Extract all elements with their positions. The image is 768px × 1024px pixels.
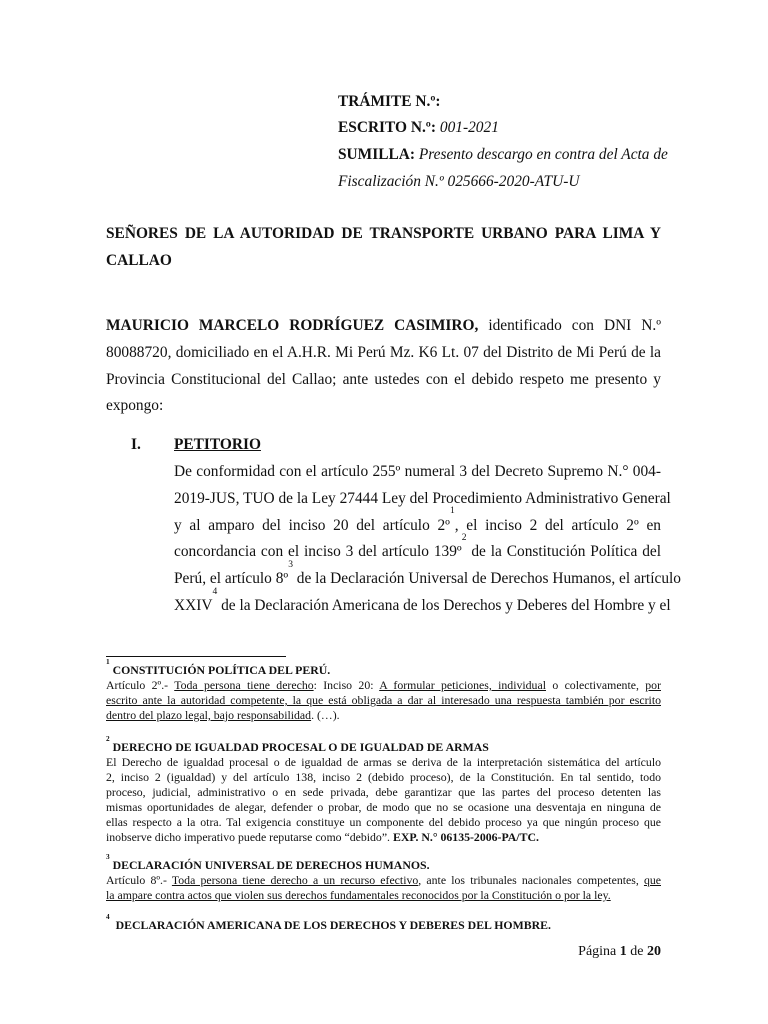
petitorio-line-3-a: y al amparo del inciso 20 del artículo 2º <box>174 516 450 534</box>
fn1-l3-b: . (…). <box>311 708 340 722</box>
footnote-4-title-text: DECLARACIÓN AMERICANA DE LOS DERECHOS Y DEBERES DEL HOMBRE. <box>115 918 551 932</box>
intro-line-3: Provincia Constitucional del Callao; ante ustedes con el debido respeto me presento y <box>106 370 661 388</box>
footnote-1 <box>106 656 661 723</box>
footnote-separator <box>106 656 286 657</box>
petitorio-paragraph <box>174 459 681 620</box>
fn1-l1-a: Artículo 2º.- <box>106 678 175 692</box>
petitioner-name: MAURICIO MARCELO RODRÍGUEZ CASIMIRO, <box>106 317 479 334</box>
page-number <box>578 944 661 960</box>
page-total: 20 <box>647 944 661 959</box>
petitorio-line-1: De conformidad con el artículo 255º numeral 3 del Decreto Supremo N.° 004- <box>174 463 661 480</box>
addressee-line-2: CALLAO <box>106 251 172 269</box>
page-current: 1 <box>619 944 627 959</box>
footnote-1-line-1 <box>106 678 661 693</box>
footnote-4-title <box>106 911 661 933</box>
escrito-line <box>338 120 499 135</box>
intro-line-2: 80088720, domiciliado en el A.H.R. Mi Perú Mz. K6 Lt. 07 del Distrito de Mi Perú de la <box>106 343 661 361</box>
footnote-2-line-4: mismas oportunidades de alegar, defender o probar, de modo que no se ocasione una desventaja en ninguna de <box>106 800 661 814</box>
fn1-l1-u2: A formular peticiones, individual <box>379 678 546 692</box>
intro-line-1 <box>106 313 661 340</box>
fn1-l3-u: dentro del plazo legal, bajo responsabilidad <box>106 708 312 722</box>
petitorio-line-6-a: XXIV <box>174 596 213 614</box>
footnote-2-title <box>106 733 661 755</box>
footnote-2-line-1: El Derecho de igualdad procesal o de igualdad de armas se deriva de la interpretación sistemática del artículo <box>106 755 661 769</box>
footnote-3-number: 3 <box>106 851 110 861</box>
petitorio-line-5-a: Perú, el artículo 8º <box>174 570 289 588</box>
fn3-l1-u2: que <box>643 873 661 887</box>
escrito-value: 001-2021 <box>439 119 499 136</box>
footnote-ref-3: 3 <box>288 558 293 570</box>
petitorio-line-4 <box>174 531 661 566</box>
fn3-l1-a: Artículo 8º.- <box>106 873 172 887</box>
petitorio-line-3 <box>174 505 662 540</box>
sumilla-label: SUMILLA: <box>338 146 415 163</box>
sumilla-text-1: Presento descargo en contra del Acta de <box>418 146 668 163</box>
footnote-3-line-1 <box>106 873 661 888</box>
petitorio-line-2: 2019-JUS, TUO de la Ley 27444 Ley del Procedimiento Administrativo General <box>174 489 671 507</box>
footnote-4 <box>106 911 661 933</box>
footnote-2-title-text: DERECHO DE IGUALDAD PROCESAL O DE IGUALDAD DE ARMAS <box>112 740 489 754</box>
footnote-2 <box>106 733 661 845</box>
tramite-label: TRÁMITE N.º: <box>338 93 441 110</box>
intro-line-4: expongo: <box>106 397 164 415</box>
footnote-3-title-text: DECLARACIÓN UNIVERSAL DE DERECHOS HUMANOS. <box>112 858 430 872</box>
petitorio-line-5 <box>174 558 681 593</box>
footnote-3-line-2: la ampare contra actos que violen sus derechos fundamentales reconocidos por la Constitución o por la ley. <box>106 888 611 902</box>
footnote-1-line-2: escrito ante la autoridad competente, la que está obligada a dar al interesado una respuesta también por escrito <box>106 693 661 707</box>
fn2-case-reference: EXP. N.° 06135-2006-PA/TC. <box>390 830 539 844</box>
petitorio-line-3-b: , el inciso 2 del artículo 2º en <box>454 516 662 534</box>
footnote-1-title <box>106 656 661 678</box>
sumilla-line <box>338 147 668 162</box>
footnote-2-line-6 <box>106 830 661 845</box>
footnote-3 <box>106 851 661 903</box>
footnote-4-number: 4 <box>106 911 110 921</box>
footnote-2-line-2: 2, inciso 2 (igualdad) y del artículo 138, inciso 2 (debido proceso), de la Constitución. En tal sentido, todo <box>106 770 661 784</box>
sumilla-text-2: Fiscalización N.º 025666-2020-ATU-U <box>338 173 580 190</box>
footnote-3-title <box>106 851 661 873</box>
footnote-2-line-3: proceso, judicial, administrativo o en sede privada, debe garantizar que las partes del proceso detenten las <box>106 785 661 799</box>
petitorio-line-5-b: de la Declaración Universal de Derechos Humanos, el artículo <box>292 570 681 588</box>
footnote-2-number: 2 <box>106 733 110 743</box>
page-of: de <box>630 944 644 959</box>
petitorio-line-4-b: de la Constitución Política del <box>466 543 661 561</box>
fn1-l1-u3: por <box>645 678 661 692</box>
intro-line-1-rest: identificado con DNI N.º <box>488 317 662 334</box>
addressee-line-1: SEÑORES DE LA AUTORIDAD DE TRANSPORTE URBANO PARA LIMA Y <box>106 225 661 242</box>
footnote-1-line-3 <box>106 708 661 723</box>
section-number: I. <box>131 436 141 453</box>
fn2-l6-text: inobserve dicho imperativo puede reputarse como “debido”. <box>106 830 391 844</box>
petitorio-line-6-b: de la Declaración Americana de los Derechos y Deberes del Hombre y el <box>217 596 671 614</box>
fn1-l1-b: : Inciso 20: <box>313 678 380 692</box>
intro-paragraph <box>106 313 661 420</box>
escrito-label: ESCRITO N.º: <box>338 119 437 136</box>
addressee <box>106 221 661 275</box>
footnote-ref-4: 4 <box>212 585 218 597</box>
fn1-l1-c: o colectivamente, <box>545 678 646 692</box>
section-title: PETITORIO <box>174 436 261 453</box>
footnote-ref-2: 2 <box>461 531 467 543</box>
fn1-l1-u1: Toda persona tiene derecho <box>174 678 314 692</box>
petitorio-line-4-a: concordancia con el inciso 3 del artículo 139º <box>174 543 462 561</box>
fn3-l1-b: , ante los tribunales nacionales competentes, <box>418 873 644 887</box>
footnote-ref-1: 1 <box>449 505 455 517</box>
footnote-1-number: 1 <box>106 656 110 666</box>
fn3-l1-u1: Toda persona tiene derecho a un recurso efectivo <box>171 873 419 887</box>
petitorio-line-6 <box>174 585 671 620</box>
footnote-2-line-5: ellas respecto a la otra. Tal exigencia constituye un componente del debido proceso ya que ningún proceso que <box>106 815 661 829</box>
footnote-1-title-text: CONSTITUCIÓN POLÍTICA DEL PERÚ. <box>112 663 331 677</box>
page-label: Página <box>578 944 617 959</box>
